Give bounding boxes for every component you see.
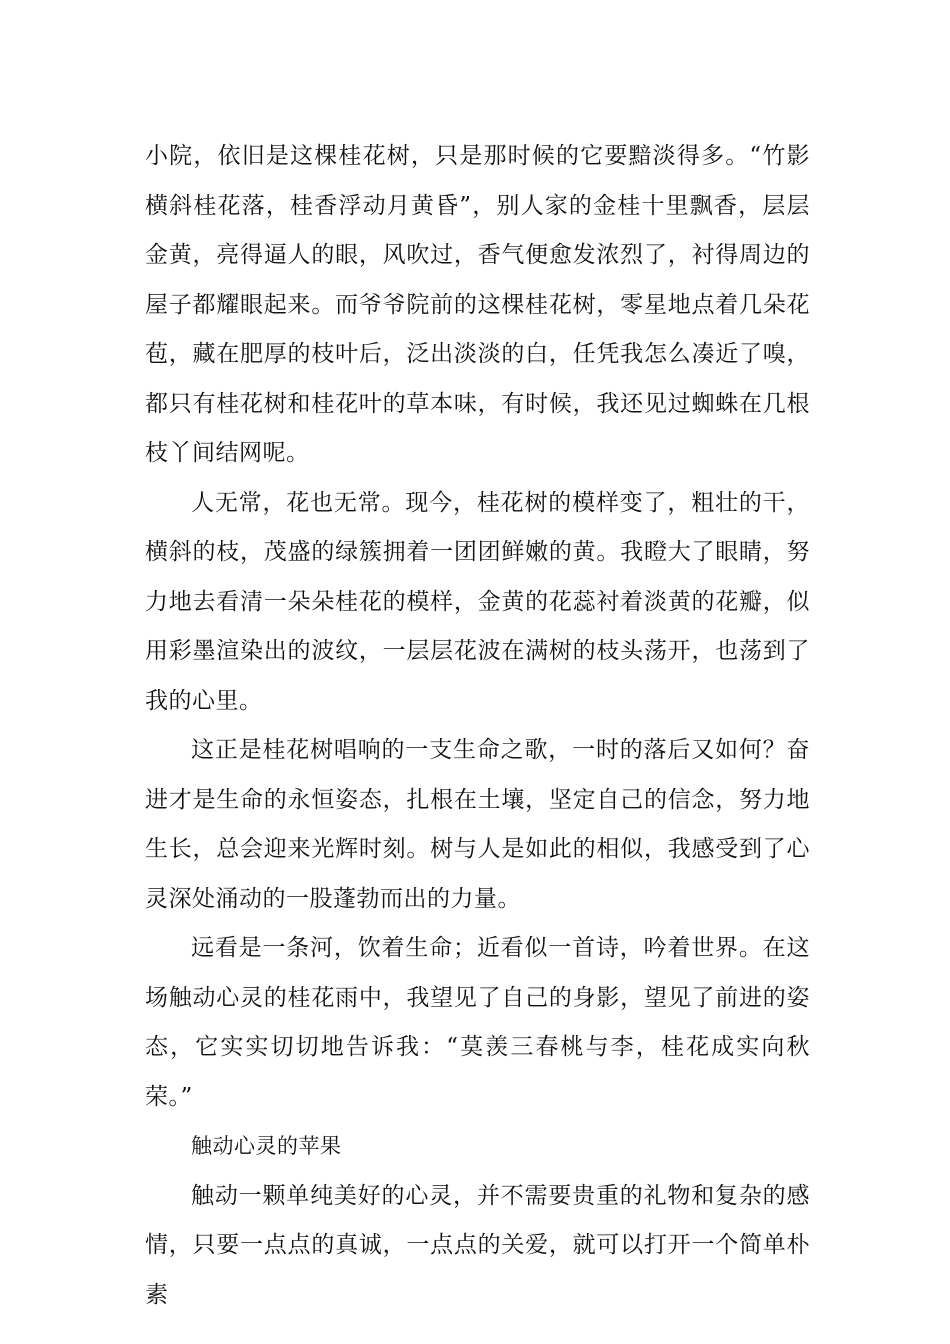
paragraph-5: 触动一颗单纯美好的心灵，并不需要贵重的礼物和复杂的感情，只要一点点的真诚，一点点的关爱，就可以打开一个简单朴素: [145, 1182, 810, 1308]
essay-body: [145, 132, 810, 1320]
paragraph-4: 远看是一条河，饮着生命；近看似一首诗，吟着世界。在这场触动心灵的桂花雨中，我望见了自己的身影，望见了前进的姿态，它实实切切地告诉我：“莫羡三春桃与李，桂花成实向秋荣。”: [145, 935, 810, 1110]
paragraph-2: 人无常，花也无常。现今，桂花树的模样变了，粗壮的干，横斜的枝，茂盛的绿簇拥着一团团鲜嫩的黄。我瞪大了眼睛，努力地去看清一朵朵桂花的模样，金黄的花蕊衬着淡黄的花瓣，似用彩墨渲染出的波纹，一层层花波在满树的枝头荡开，也荡到了我的心里。: [145, 489, 810, 714]
paragraph-1: 小院，依旧是这棵桂花树，只是那时候的它要黯淡得多。“竹影横斜桂花落，桂香浮动月黄昏”，别人家的金桂十里飘香，层层金黄，亮得逼人的眼，风吹过，香气便愈发浓烈了，衬得周边的屋子都耀眼起来。而爷爷院前的这棵桂花树，零星地点着几朵花苞，藏在肥厚的枝叶后，泛出淡淡的白，任凭我怎么凑近了嗅，都只有桂花树和桂花叶的草本味，有时候，我还见过蜘蛛在几根枝丫间结网呢。: [145, 143, 810, 466]
section-title: 触动心灵的苹果: [191, 1134, 342, 1158]
paragraph-3: 这正是桂花树唱响的一支生命之歌，一时的落后又如何？奋进才是生命的永恒姿态，扎根在土壤，坚定自己的信念，努力地生长，总会迎来光辉时刻。树与人是如此的相似，我感受到了心灵深处涌动的一股蓬勃而出的力量。: [145, 737, 810, 912]
